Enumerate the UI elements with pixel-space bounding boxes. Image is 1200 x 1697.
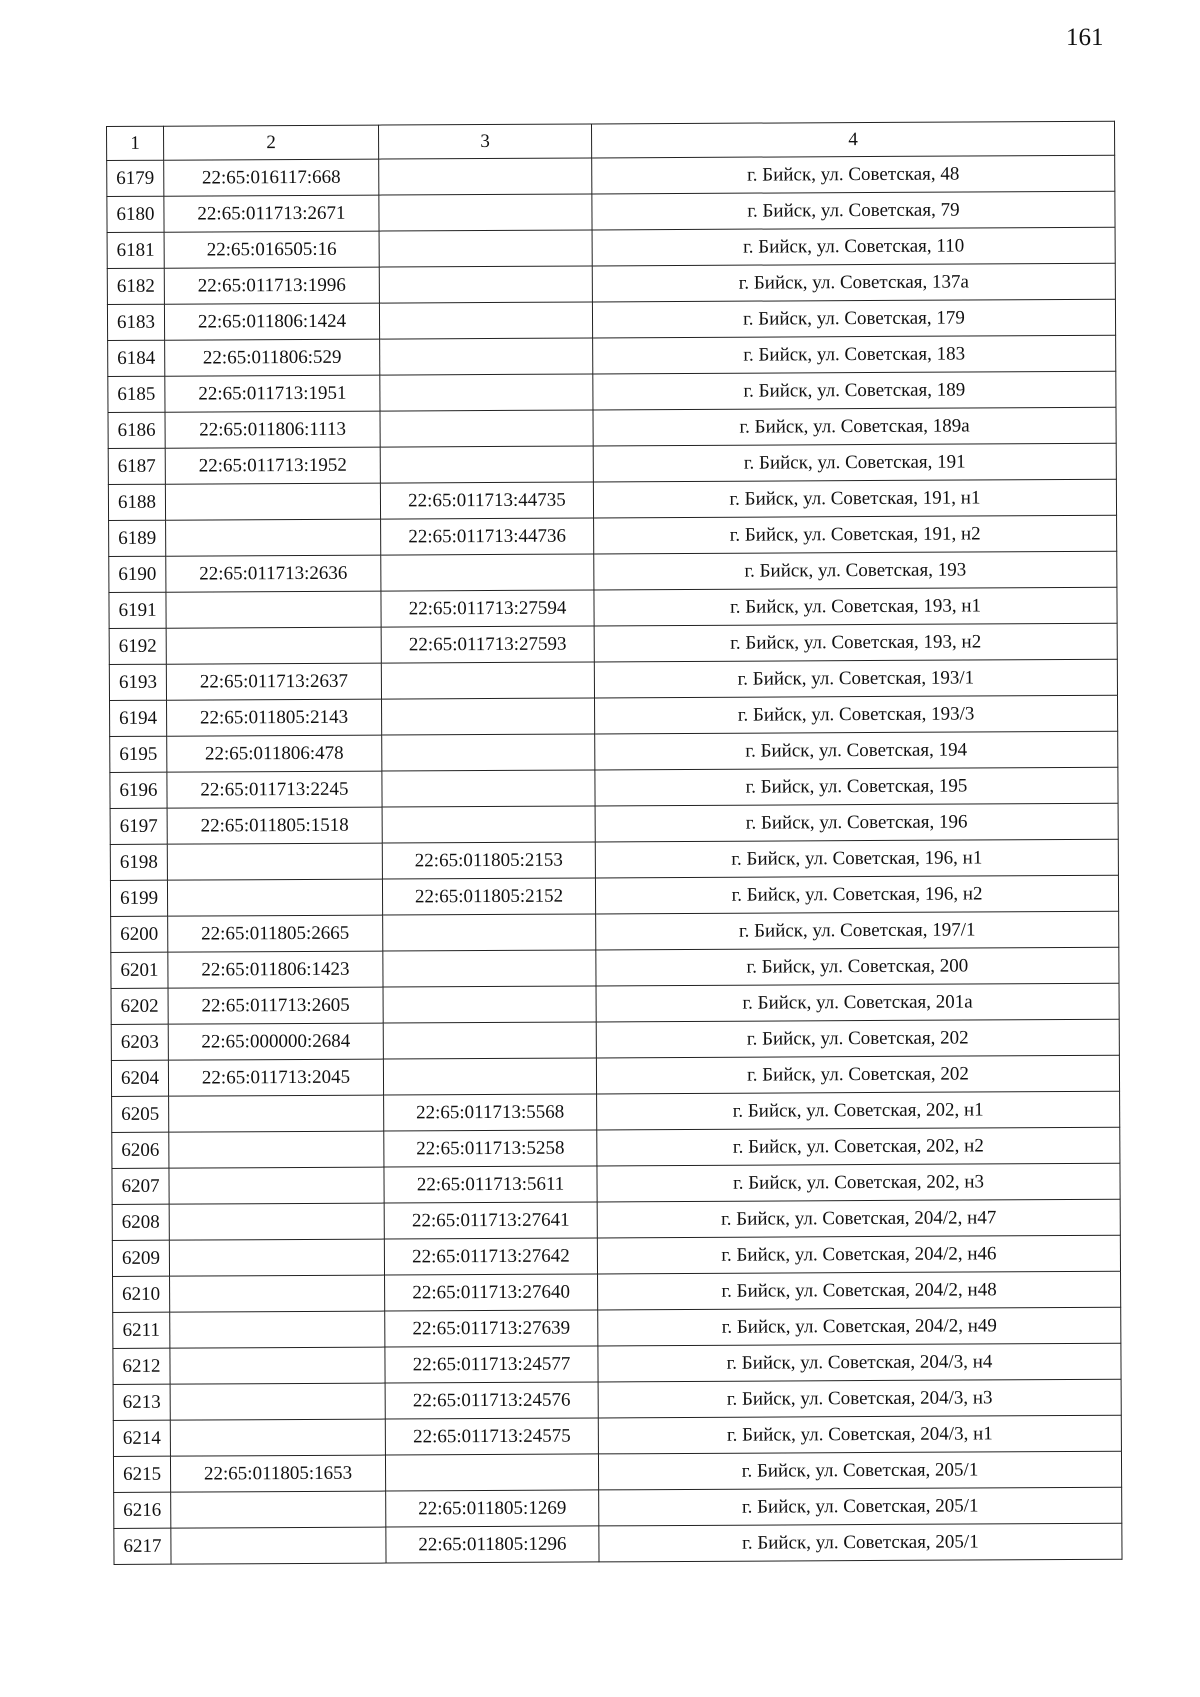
table-row bbox=[109, 587, 1117, 628]
address-cell: г. Бийск, ул. Советская, 204/3, н1 bbox=[598, 1415, 1121, 1454]
table-row bbox=[111, 911, 1119, 952]
premises-cadastral-cell: 22:65:011713:5611 bbox=[384, 1166, 597, 1203]
cadastral-number-cell: 22:65:016505:16 bbox=[164, 231, 379, 268]
address-cell: г. Бийск, ул. Советская, 202 bbox=[596, 1019, 1119, 1058]
cadastral-number-cell bbox=[169, 1131, 384, 1168]
row-number-cell: 6203 bbox=[111, 1024, 168, 1060]
cadastral-number-cell bbox=[171, 1491, 386, 1528]
address-cell: г. Бийск, ул. Советская, 183 bbox=[593, 335, 1116, 374]
address-cell: г. Бийск, ул. Советская, 204/2, н47 bbox=[597, 1199, 1120, 1238]
table-row bbox=[108, 371, 1116, 412]
table-row bbox=[111, 1055, 1119, 1096]
table-row bbox=[113, 1271, 1121, 1312]
premises-cadastral-cell bbox=[385, 1454, 598, 1491]
address-cell: г. Бийск, ул. Советская, 204/3, н4 bbox=[598, 1343, 1121, 1382]
cadastral-number-cell bbox=[170, 1311, 385, 1348]
cadastral-number-cell bbox=[170, 1275, 385, 1312]
address-cell: г. Бийск, ул. Советская, 202, н2 bbox=[597, 1127, 1120, 1166]
premises-cadastral-cell bbox=[383, 950, 596, 987]
premises-cadastral-cell: 22:65:011805:2153 bbox=[382, 842, 595, 879]
row-number-cell: 6216 bbox=[114, 1492, 171, 1528]
cadastral-number-cell: 22:65:000000:2684 bbox=[168, 1023, 383, 1060]
premises-cadastral-cell: 22:65:011713:27640 bbox=[385, 1274, 598, 1311]
address-cell: г. Бийск, ул. Советская, 204/3, н3 bbox=[598, 1379, 1121, 1418]
table-row bbox=[109, 623, 1117, 664]
table-row bbox=[110, 839, 1118, 880]
address-cell: г. Бийск, ул. Советская, 195 bbox=[595, 767, 1118, 806]
table-row bbox=[111, 983, 1119, 1024]
address-cell: г. Бийск, ул. Советская, 196, н2 bbox=[595, 875, 1118, 914]
cadastral-number-cell: 22:65:011713:2671 bbox=[164, 195, 379, 232]
column-header-4: 4 bbox=[591, 121, 1114, 158]
premises-cadastral-cell: 22:65:011713:5258 bbox=[384, 1130, 597, 1167]
table-row bbox=[110, 803, 1118, 844]
row-number-cell: 6189 bbox=[109, 520, 166, 556]
address-cell: г. Бийск, ул. Советская, 202, н1 bbox=[597, 1091, 1120, 1130]
table-row bbox=[110, 695, 1118, 736]
table-row bbox=[108, 407, 1116, 448]
address-cell: г. Бийск, ул. Советская, 79 bbox=[592, 191, 1115, 230]
row-number-cell: 6195 bbox=[110, 736, 167, 772]
row-number-cell: 6196 bbox=[110, 772, 167, 808]
document-table-container bbox=[106, 121, 1122, 1565]
column-header-3: 3 bbox=[378, 124, 591, 159]
table-row bbox=[111, 1019, 1119, 1060]
table-row bbox=[113, 1379, 1121, 1420]
cadastral-number-cell: 22:65:011713:2637 bbox=[166, 663, 381, 700]
row-number-cell: 6185 bbox=[108, 376, 165, 412]
row-number-cell: 6199 bbox=[110, 880, 167, 916]
address-cell: г. Бийск, ул. Советская, 193 bbox=[594, 551, 1117, 590]
premises-cadastral-cell: 22:65:011713:44736 bbox=[381, 518, 594, 555]
table-row bbox=[113, 1307, 1121, 1348]
table-row bbox=[112, 1091, 1120, 1132]
row-number-cell: 6212 bbox=[113, 1348, 170, 1384]
address-cell: г. Бийск, ул. Советская, 189 bbox=[593, 371, 1116, 410]
table-row bbox=[114, 1523, 1122, 1564]
premises-cadastral-cell: 22:65:011713:5568 bbox=[384, 1094, 597, 1131]
cadastral-number-cell bbox=[167, 843, 382, 880]
row-number-cell: 6191 bbox=[109, 592, 166, 628]
cadastral-number-cell: 22:65:011713:2636 bbox=[166, 555, 381, 592]
row-number-cell: 6188 bbox=[108, 484, 165, 520]
table-row bbox=[114, 1487, 1122, 1528]
premises-cadastral-cell: 22:65:011805:1296 bbox=[386, 1526, 599, 1563]
address-cell: г. Бийск, ул. Советская, 193, н1 bbox=[594, 587, 1117, 626]
premises-cadastral-cell bbox=[382, 806, 595, 843]
page-number: 161 bbox=[1066, 24, 1104, 51]
cadastral-number-cell: 22:65:011806:529 bbox=[165, 339, 380, 376]
row-number-cell: 6197 bbox=[110, 808, 167, 844]
table-row bbox=[110, 875, 1118, 916]
cadastral-number-cell: 22:65:011805:1518 bbox=[167, 807, 382, 844]
premises-cadastral-cell: 22:65:011713:27639 bbox=[385, 1310, 598, 1347]
premises-cadastral-cell bbox=[379, 158, 592, 195]
address-cell: г. Бийск, ул. Советская, 191, н1 bbox=[593, 479, 1116, 518]
table-row bbox=[108, 479, 1116, 520]
table-row bbox=[112, 1235, 1120, 1276]
table-row bbox=[108, 443, 1116, 484]
address-cell: г. Бийск, ул. Советская, 110 bbox=[592, 227, 1115, 266]
premises-cadastral-cell bbox=[383, 1058, 596, 1095]
address-cell: г. Бийск, ул. Советская, 194 bbox=[595, 731, 1118, 770]
row-number-cell: 6215 bbox=[113, 1456, 170, 1492]
row-number-cell: 6207 bbox=[112, 1168, 169, 1204]
address-cell: г. Бийск, ул. Советская, 137а bbox=[592, 263, 1115, 302]
address-cell: г. Бийск, ул. Советская, 204/2, н46 bbox=[597, 1235, 1120, 1274]
table-row bbox=[109, 515, 1117, 556]
table-header bbox=[107, 121, 1115, 160]
table-row bbox=[107, 191, 1115, 232]
table-row bbox=[109, 659, 1117, 700]
premises-cadastral-cell: 22:65:011713:27641 bbox=[384, 1202, 597, 1239]
cadastral-number-cell: 22:65:011713:2245 bbox=[167, 771, 382, 808]
row-number-cell: 6209 bbox=[112, 1240, 169, 1276]
cadastral-number-cell: 22:65:011806:1113 bbox=[165, 411, 380, 448]
premises-cadastral-cell bbox=[380, 374, 593, 411]
cadastral-number-cell bbox=[170, 1419, 385, 1456]
table-row bbox=[112, 1163, 1120, 1204]
premises-cadastral-cell: 22:65:011713:27593 bbox=[381, 626, 594, 663]
address-cell: г. Бийск, ул. Советская, 200 bbox=[596, 947, 1119, 986]
row-number-cell: 6213 bbox=[113, 1384, 170, 1420]
cadastral-number-cell bbox=[169, 1203, 384, 1240]
premises-cadastral-cell bbox=[380, 338, 593, 375]
row-number-cell: 6194 bbox=[110, 700, 167, 736]
cadastral-number-cell: 22:65:011805:2143 bbox=[167, 699, 382, 736]
row-number-cell: 6193 bbox=[109, 664, 166, 700]
table-row bbox=[113, 1451, 1121, 1492]
table-row bbox=[108, 335, 1116, 376]
premises-cadastral-cell bbox=[379, 230, 592, 267]
address-cell: г. Бийск, ул. Советская, 202 bbox=[596, 1055, 1119, 1094]
document-table bbox=[106, 121, 1123, 1565]
cadastral-number-cell: 22:65:011713:2605 bbox=[168, 987, 383, 1024]
row-number-cell: 6200 bbox=[111, 916, 168, 952]
row-number-cell: 6186 bbox=[108, 412, 165, 448]
header-row bbox=[107, 121, 1115, 160]
row-number-cell: 6192 bbox=[109, 628, 166, 664]
premises-cadastral-cell: 22:65:011805:1269 bbox=[386, 1490, 599, 1527]
premises-cadastral-cell bbox=[381, 662, 594, 699]
premises-cadastral-cell bbox=[379, 266, 592, 303]
table-row bbox=[107, 263, 1115, 304]
premises-cadastral-cell bbox=[382, 734, 595, 771]
row-number-cell: 6211 bbox=[113, 1312, 170, 1348]
address-cell: г. Бийск, ул. Советская, 204/2, н49 bbox=[598, 1307, 1121, 1346]
table-row bbox=[107, 227, 1115, 268]
row-number-cell: 6210 bbox=[113, 1276, 170, 1312]
address-cell: г. Бийск, ул. Советская, 196, н1 bbox=[595, 839, 1118, 878]
premises-cadastral-cell bbox=[383, 914, 596, 951]
row-number-cell: 6198 bbox=[110, 844, 167, 880]
address-cell: г. Бийск, ул. Советская, 191, н2 bbox=[594, 515, 1117, 554]
address-cell: г. Бийск, ул. Советская, 189а bbox=[593, 407, 1116, 446]
cadastral-number-cell bbox=[167, 879, 382, 916]
cadastral-number-cell bbox=[171, 1527, 386, 1564]
cadastral-number-cell bbox=[170, 1383, 385, 1420]
cadastral-number-cell: 22:65:016117:668 bbox=[164, 159, 379, 196]
premises-cadastral-cell: 22:65:011713:24576 bbox=[385, 1382, 598, 1419]
address-cell: г. Бийск, ул. Советская, 204/2, н48 bbox=[598, 1271, 1121, 1310]
row-number-cell: 6201 bbox=[111, 952, 168, 988]
address-cell: г. Бийск, ул. Советская, 197/1 bbox=[596, 911, 1119, 950]
row-number-cell: 6184 bbox=[108, 340, 165, 376]
cadastral-number-cell bbox=[165, 483, 380, 520]
cadastral-number-cell bbox=[169, 1167, 384, 1204]
premises-cadastral-cell bbox=[382, 770, 595, 807]
table-row bbox=[112, 1199, 1120, 1240]
table-row bbox=[110, 767, 1118, 808]
cadastral-number-cell: 22:65:011806:478 bbox=[167, 735, 382, 772]
premises-cadastral-cell bbox=[380, 446, 593, 483]
address-cell: г. Бийск, ул. Советская, 193/3 bbox=[595, 695, 1118, 734]
premises-cadastral-cell: 22:65:011713:27594 bbox=[381, 590, 594, 627]
premises-cadastral-cell bbox=[382, 698, 595, 735]
premises-cadastral-cell bbox=[383, 1022, 596, 1059]
table-row bbox=[110, 731, 1118, 772]
cadastral-number-cell bbox=[166, 591, 381, 628]
row-number-cell: 6202 bbox=[111, 988, 168, 1024]
row-number-cell: 6181 bbox=[107, 232, 164, 268]
address-cell: г. Бийск, ул. Советская, 48 bbox=[592, 155, 1115, 194]
cadastral-number-cell bbox=[166, 519, 381, 556]
premises-cadastral-cell bbox=[379, 302, 592, 339]
address-cell: г. Бийск, ул. Советская, 196 bbox=[595, 803, 1118, 842]
column-header-2: 2 bbox=[164, 125, 379, 160]
address-cell: г. Бийск, ул. Советская, 205/1 bbox=[599, 1487, 1122, 1526]
address-cell: г. Бийск, ул. Советская, 202, н3 bbox=[597, 1163, 1120, 1202]
row-number-cell: 6206 bbox=[112, 1132, 169, 1168]
table-row bbox=[111, 947, 1119, 988]
row-number-cell: 6183 bbox=[107, 304, 164, 340]
premises-cadastral-cell bbox=[379, 194, 592, 231]
premises-cadastral-cell: 22:65:011713:24577 bbox=[385, 1346, 598, 1383]
cadastral-number-cell: 22:65:011805:2665 bbox=[168, 915, 383, 952]
cadastral-number-cell bbox=[169, 1095, 384, 1132]
address-cell: г. Бийск, ул. Советская, 193, н2 bbox=[594, 623, 1117, 662]
row-number-cell: 6208 bbox=[112, 1204, 169, 1240]
address-cell: г. Бийск, ул. Советская, 205/1 bbox=[599, 1523, 1122, 1562]
table-row bbox=[107, 155, 1115, 196]
cadastral-number-cell bbox=[169, 1239, 384, 1276]
premises-cadastral-cell bbox=[381, 554, 594, 591]
premises-cadastral-cell: 22:65:011713:44735 bbox=[380, 482, 593, 519]
address-cell: г. Бийск, ул. Советская, 193/1 bbox=[594, 659, 1117, 698]
address-cell: г. Бийск, ул. Советская, 191 bbox=[593, 443, 1116, 482]
address-cell: г. Бийск, ул. Советская, 205/1 bbox=[598, 1451, 1121, 1490]
premises-cadastral-cell: 22:65:011805:2152 bbox=[382, 878, 595, 915]
premises-cadastral-cell: 22:65:011713:27642 bbox=[384, 1238, 597, 1275]
table-row bbox=[107, 299, 1115, 340]
row-number-cell: 6182 bbox=[107, 268, 164, 304]
row-number-cell: 6187 bbox=[108, 448, 165, 484]
row-number-cell: 6205 bbox=[112, 1096, 169, 1132]
cadastral-number-cell: 22:65:011806:1423 bbox=[168, 951, 383, 988]
row-number-cell: 6217 bbox=[114, 1528, 171, 1564]
premises-cadastral-cell: 22:65:011713:24575 bbox=[385, 1418, 598, 1455]
address-cell: г. Бийск, ул. Советская, 201а bbox=[596, 983, 1119, 1022]
cadastral-number-cell bbox=[166, 627, 381, 664]
table-body bbox=[107, 155, 1122, 1564]
cadastral-number-cell: 22:65:011713:1951 bbox=[165, 375, 380, 412]
cadastral-number-cell: 22:65:011805:1653 bbox=[170, 1455, 385, 1492]
row-number-cell: 6179 bbox=[107, 160, 164, 196]
row-number-cell: 6190 bbox=[109, 556, 166, 592]
row-number-cell: 6214 bbox=[113, 1420, 170, 1456]
cadastral-number-cell: 22:65:011713:1952 bbox=[165, 447, 380, 484]
cadastral-number-cell: 22:65:011713:1996 bbox=[164, 267, 379, 304]
row-number-cell: 6180 bbox=[107, 196, 164, 232]
row-number-cell: 6204 bbox=[111, 1060, 168, 1096]
cadastral-number-cell: 22:65:011713:2045 bbox=[168, 1059, 383, 1096]
premises-cadastral-cell bbox=[380, 410, 593, 447]
table-row bbox=[113, 1343, 1121, 1384]
table-row bbox=[112, 1127, 1120, 1168]
table-row bbox=[113, 1415, 1121, 1456]
address-cell: г. Бийск, ул. Советская, 179 bbox=[592, 299, 1115, 338]
cadastral-number-cell bbox=[170, 1347, 385, 1384]
column-header-1: 1 bbox=[107, 126, 164, 160]
premises-cadastral-cell bbox=[383, 986, 596, 1023]
cadastral-number-cell: 22:65:011806:1424 bbox=[164, 303, 379, 340]
table-row bbox=[109, 551, 1117, 592]
